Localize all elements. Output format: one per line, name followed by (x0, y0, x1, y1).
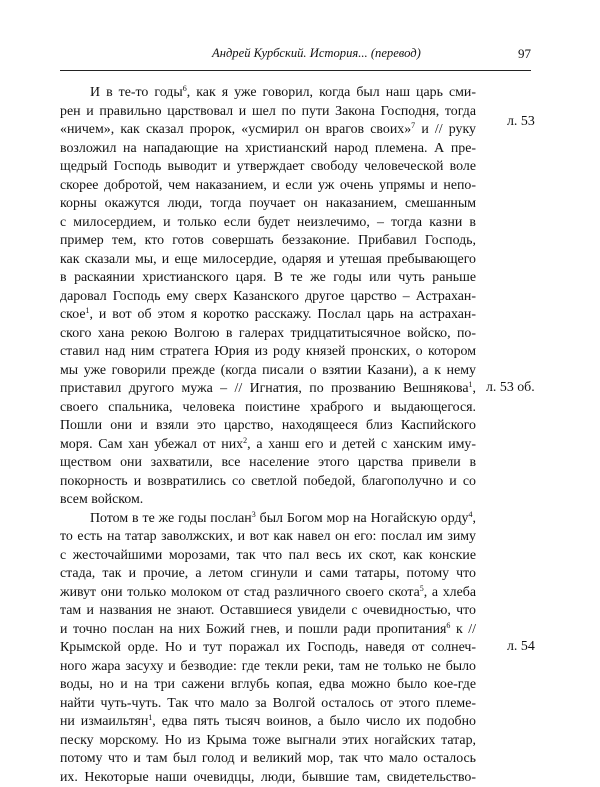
text-run: к // (450, 622, 476, 637)
footnote-ref: 6 (446, 621, 450, 630)
text-run: мы уже говорили прежде (когда писали о взятии Казани), а к нему (60, 363, 476, 378)
text-run: Крымской орде. Но и тут поражал их Господь, наведя от солнеч- (60, 640, 476, 655)
text-run: «ничем», как сказал пророк, «усмирил он врагов своих» (60, 122, 411, 137)
text-line (60, 84, 476, 103)
text-run: скорее добротой, чем наказанием, и если уж очень упрямы и непо- (60, 178, 476, 193)
text-line (60, 343, 476, 362)
text-run: с жесточайшими морозами, так что пал весь их скот, как конские (60, 548, 476, 563)
text-run: найти чуть-чуть. Так что мало за Волгой осталось от этого племе- (60, 696, 476, 711)
text-run: ского хана рекою Волгою в галерах тридцатитысячное войско, по- (60, 326, 476, 341)
text-line (60, 510, 476, 529)
margin-note-folio: л. 53 (507, 114, 535, 130)
text-run: стада, так и прочие, а летом сгинули и сами татары, потому что (60, 566, 476, 581)
text-run: даровал Господь ему сверх Казанского другое царство – Астрахан- (60, 289, 476, 304)
text-run: , а ханш его и детей с ханским иму- (247, 437, 476, 452)
footnote-ref: 1 (86, 306, 90, 315)
text-line (60, 750, 476, 769)
text-run: там и названия не знают. Оставшиеся увидели с очевидностью, что (60, 603, 476, 618)
text-run: , едва пять тысяч воинов, а было число их подобно (152, 714, 476, 729)
text-line (60, 325, 476, 344)
text-run: пример тем, кто готов совершать беззаконие. Прибавил Господь, (60, 233, 476, 248)
text-line (60, 288, 476, 307)
text-run: то есть на татар заволжских, и вот как навел он его: послал им зиму (60, 529, 476, 544)
text-line (60, 177, 476, 196)
text-run: , (473, 381, 476, 396)
text-run: рен и правильно царствовал и шел по пути Закона Господня, тогда (60, 104, 476, 119)
text-line (60, 269, 476, 288)
text-line (60, 732, 476, 751)
text-line (60, 251, 476, 270)
footnote-ref: 1 (148, 713, 152, 722)
text-run: всем войском. (60, 492, 143, 507)
text-run: , а хлеба (424, 585, 476, 600)
text-line (60, 232, 476, 251)
text-line (60, 454, 476, 473)
text-line (60, 473, 476, 492)
text-run: был Богом мор на Ногайскую орду (256, 511, 469, 526)
text-run: ставил над ним стратега Юрия из роду князей пронских, о котором (60, 344, 476, 359)
text-line (60, 639, 476, 658)
text-run: Пошли они и взяли это царство, находящееся близ Каспийского (60, 418, 476, 433)
text-line (60, 306, 476, 325)
text-run: с милосердием, и только если будет неизлечимо, – тогда казни в (60, 215, 476, 230)
text-run: их. Некоторые наши очевидцы, люди, бывшие там, свидетельство- (60, 770, 476, 785)
text-run: ществом они захватили, все население этого царства привели в (60, 455, 476, 470)
text-run: потому что и там был голод и великий мор, так что мало осталось (60, 751, 476, 766)
text-line (60, 140, 476, 159)
text-run: , как я уже говорил, когда был наш царь сми- (187, 85, 476, 100)
text-run: и точно послан на них Божий гнев, и пошли ради пропитания (60, 622, 446, 637)
text-run: покорность и возвратились со светлой победой, благополучно и со (60, 474, 476, 489)
margin-note-folio: л. 53 об. (486, 380, 535, 396)
text-run: своего спальника, человека поистине храброго и выдающегося. (60, 400, 476, 415)
text-line (60, 602, 476, 621)
text-line (60, 158, 476, 177)
footnote-ref: 4 (469, 510, 473, 519)
text-run: песку морскому. Но из Крыма тоже выгнали этих ногайских татар, (60, 733, 476, 748)
text-line (60, 658, 476, 677)
text-line (60, 621, 476, 640)
text-run: и // руку (415, 122, 476, 137)
text-run: корны окажутся люди, тогда поучает он наказанием, смешанным (60, 196, 476, 211)
text-line (60, 417, 476, 436)
text-run: воды, но и на три сажени вглубь копая, едва можно было кое-где (60, 677, 476, 692)
body-text (60, 84, 476, 787)
text-line (60, 399, 476, 418)
text-run: ного жара засуху и безводие: где текли реки, там не только не было (60, 659, 476, 674)
footnote-ref: 3 (252, 510, 256, 519)
margin-note-folio: л. 54 (507, 639, 535, 655)
text-line (60, 769, 476, 787)
text-run: возложил на нападающие на христианский народ племена. А пре- (60, 141, 476, 156)
running-title: Андрей Курбский. История... (перевод) (212, 46, 421, 61)
text-line (60, 121, 476, 140)
text-line (60, 436, 476, 455)
footnote-ref: 5 (420, 584, 424, 593)
text-line (60, 528, 476, 547)
text-line (60, 491, 476, 510)
text-run: И в те-то годы (90, 85, 183, 100)
text-run: ни измаильтян (60, 714, 148, 729)
text-run: моря. Сам хан убежал от них (60, 437, 243, 452)
text-run: Потом в те же годы послан (90, 511, 252, 526)
text-line (60, 547, 476, 566)
text-line (60, 362, 476, 381)
text-run: в раскаянии христианского царя. В те же годы или чуть раньше (60, 270, 476, 285)
text-run: ское (60, 307, 86, 322)
footnote-ref: 1 (469, 380, 473, 389)
text-line (60, 195, 476, 214)
text-run: приставил другого мужа – // Игнатия, по прозванию Вешнякова (60, 381, 469, 396)
text-run: щедрый Господь выводит и утверждает свободу человеческой воле (60, 159, 476, 174)
header-rule (60, 70, 531, 71)
text-line (60, 565, 476, 584)
text-run: , и вот об этом я коротко расскажу. Послал царь на астрахан- (90, 307, 477, 322)
running-header (60, 46, 531, 66)
text-run: живут они только молоком от стад различного своего скота (60, 585, 420, 600)
page-number: 97 (518, 46, 531, 62)
text-line (60, 103, 476, 122)
footnote-ref: 7 (411, 121, 415, 130)
text-run: как сказали мы, и еще милосердие, одаряя и утешая пребывающего (60, 252, 476, 267)
text-line (60, 380, 476, 399)
footnote-ref: 6 (183, 84, 187, 93)
text-run: , (473, 511, 476, 526)
text-line (60, 676, 476, 695)
text-line (60, 584, 476, 603)
text-line (60, 214, 476, 233)
text-line (60, 695, 476, 714)
text-line (60, 713, 476, 732)
footnote-ref: 2 (243, 436, 247, 445)
